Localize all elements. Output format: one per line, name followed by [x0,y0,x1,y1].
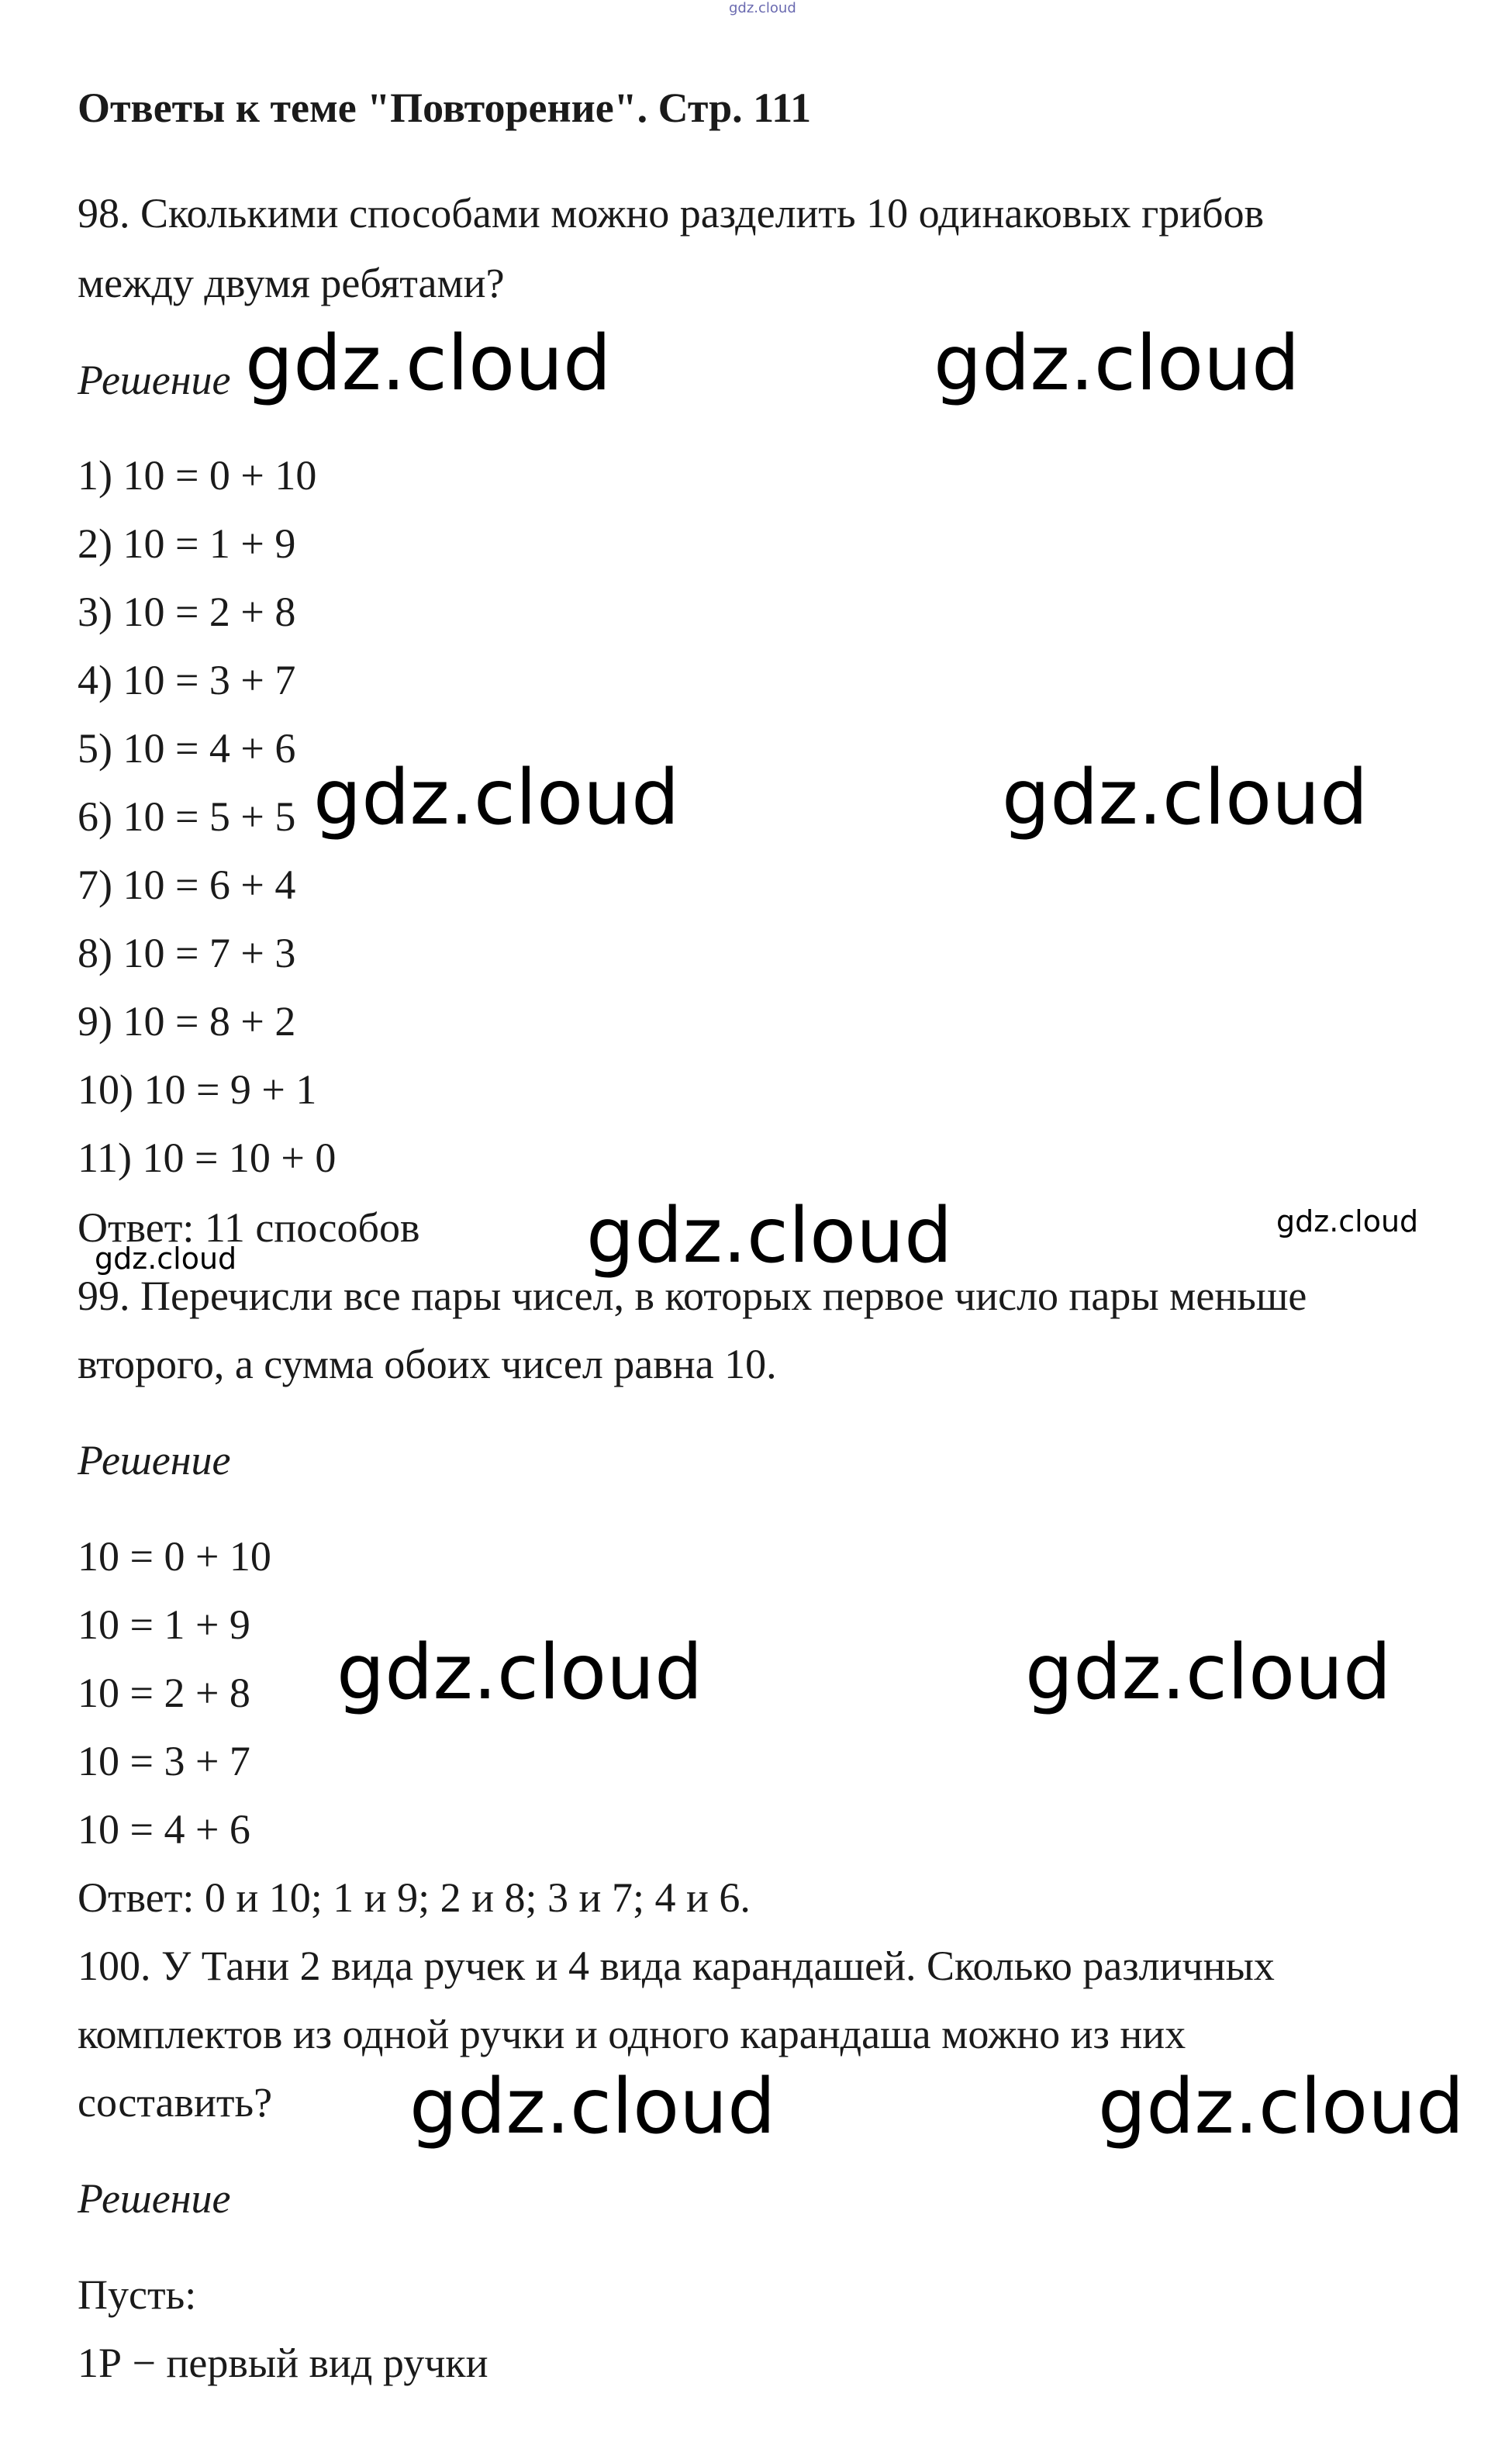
problem-99-step: 10 = 3 + 7 [78,1738,250,1784]
problem-98-question-line-1: 98. Сколькими способами можно разделить 10 одинаковых грибов [78,190,1265,237]
problem-98-step: 7) 10 = 6 + 4 [78,862,296,908]
problem-100-question-line-3: составить? [78,2079,273,2126]
problem-100-question-line-2: комплектов из одной ручки и одного карандаша можно из них [78,2011,1186,2057]
problem-100-solution-label: Решение [78,2175,231,2222]
watermark-logo: gdz.cloud [586,1192,953,1280]
problem-100-step: 1Р − первый вид ручки [78,2340,488,2386]
watermark-logo: gdz.cloud [1025,1629,1392,1717]
problem-99-step: 10 = 4 + 6 [78,1806,250,1853]
watermark-logo: gdz.cloud [337,1629,703,1717]
problem-98-step: 6) 10 = 5 + 5 [78,793,296,840]
problem-99-question-line-2: второго, а сумма обоих чисел равна 10. [78,1341,777,1387]
watermark-logo: gdz.cloud [409,2063,776,2151]
problem-98-solution-label: Решение [78,357,231,403]
watermark-logo-small: gdz.cloud [95,1242,237,1276]
problem-100-step: Пусть: [78,2271,197,2318]
problem-100-question-line-1: 100. У Тани 2 вида ручек и 4 вида карандашей. Сколько различных [78,1943,1275,1989]
problem-98-question-line-2: между двумя ребятами? [78,260,505,306]
problem-99-answer: Ответ: 0 и 10; 1 и 9; 2 и 8; 3 и 7; 4 и 6. [78,1874,751,1921]
problem-98-step: 2) 10 = 1 + 9 [78,520,296,567]
problem-99-step: 10 = 1 + 9 [78,1601,250,1648]
problem-98-step: 10) 10 = 9 + 1 [78,1066,317,1113]
problem-99-question-line-1: 99. Перечисли все пары чисел, в которых первое число пары меньше [78,1273,1307,1319]
watermark-logo-small: gdz.cloud [1276,1204,1419,1238]
problem-99-step: 10 = 0 + 10 [78,1533,271,1580]
top-watermark: gdz.cloud [729,0,796,16]
watermark-logo: gdz.cloud [1002,754,1369,842]
problem-98-step: 4) 10 = 3 + 7 [78,657,296,703]
watermark-logo: gdz.cloud [245,319,612,408]
problem-99-solution-label: Решение [78,1437,231,1484]
problem-98-step: 11) 10 = 10 + 0 [78,1135,337,1181]
problem-98-step: 8) 10 = 7 + 3 [78,930,296,976]
watermark-logo: gdz.cloud [934,319,1300,408]
problem-99-step: 10 = 2 + 8 [78,1670,250,1716]
page-title: Ответы к теме "Повторение". Стр. 111 [78,85,812,131]
problem-98-step: 5) 10 = 4 + 6 [78,725,296,772]
watermark-logo: gdz.cloud [313,754,680,842]
problem-98-step: 1) 10 = 0 + 10 [78,452,317,499]
problem-98-answer: Ответ: 11 способов [78,1204,420,1251]
watermark-logo: gdz.cloud [1098,2063,1465,2151]
problem-98-step: 9) 10 = 8 + 2 [78,998,296,1045]
problem-98-step: 3) 10 = 2 + 8 [78,589,296,635]
